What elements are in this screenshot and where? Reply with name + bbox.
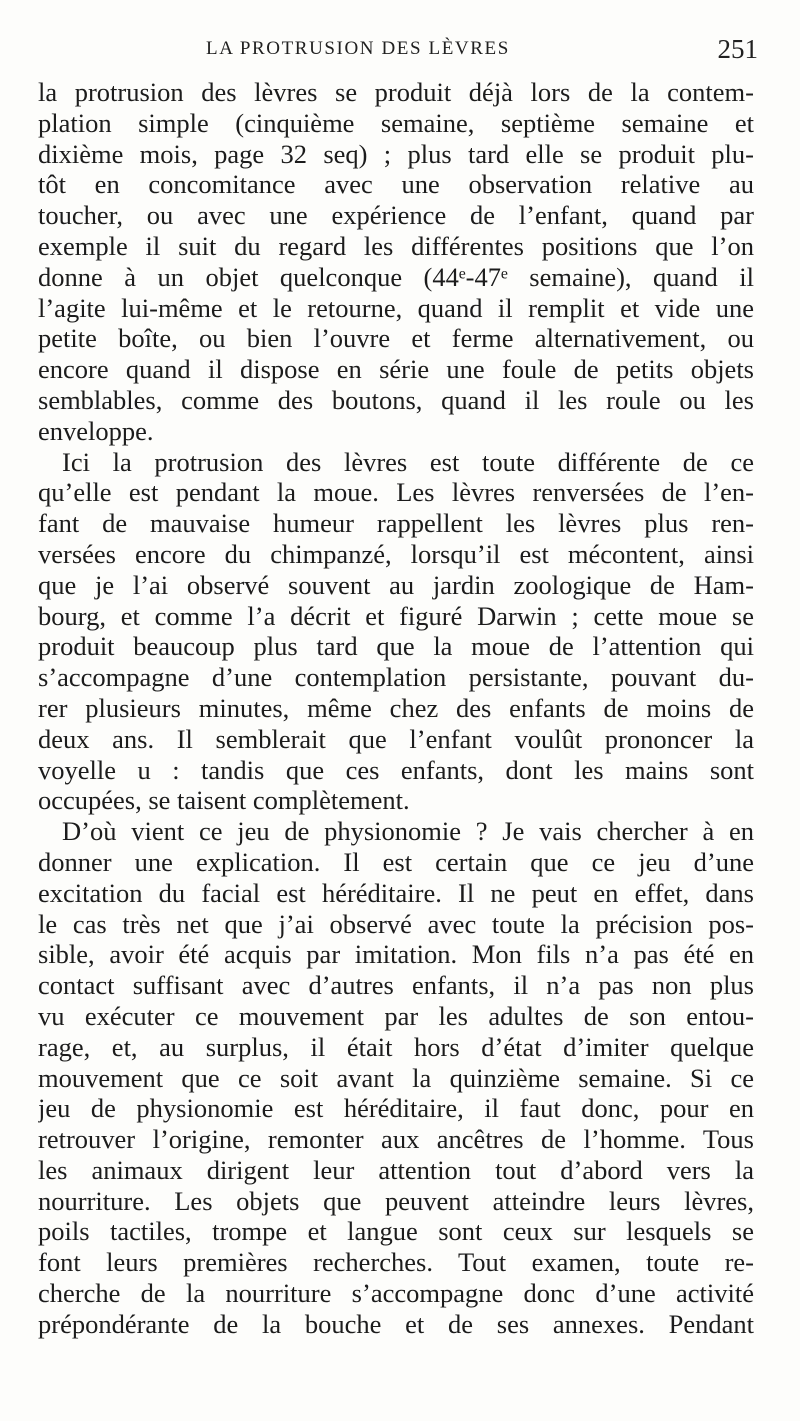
text-line: voyelle u : tandis que ces enfants, dont les mains sont: [38, 754, 754, 785]
text-line: poils tactiles, trompe et langue sont ceux sur lesquels se: [38, 1216, 754, 1247]
page-number: 251: [717, 34, 758, 64]
page-header: [46, 34, 760, 66]
text-line: s’accompagne d’une contemplation persistante, pouvant du-: [38, 662, 754, 693]
text-line: qu’elle est pendant la moue. Les lèvres renversées de l’en-: [38, 477, 754, 508]
text-line: que je l’ai observé souvent au jardin zoologique de Ham-: [38, 569, 754, 600]
text-line: D’où vient ce jeu de physionomie ? Je vais chercher à en: [62, 816, 754, 847]
text-line: versées encore du chimpanzé, lorsqu’il est mécontent, ainsi: [38, 538, 754, 569]
text-line: les animaux dirigent leur attention tout d’abord vers la: [38, 1154, 754, 1185]
text-line: le cas très net que j’ai observé avec toute la précision pos-: [38, 908, 754, 939]
text-line: toucher, ou avec une expérience de l’enfant, quand par: [38, 200, 754, 231]
text-line: enveloppe.: [38, 415, 154, 446]
text-line: nourriture. Les objets que peuvent atteindre leurs lèvres,: [38, 1185, 754, 1216]
text-line: fant de mauvaise humeur rappellent les lèvres plus ren-: [38, 508, 754, 539]
text-line: l’agite lui-même et le retourne, quand il remplit et vide une: [38, 292, 754, 323]
text-line: donne à un objet quelconque (44ᵉ-47ᵉ semaine), quand il: [38, 261, 754, 292]
paragraph-2: [38, 447, 754, 817]
text-line: contact suffisant avec d’autres enfants, il n’a pas non plus: [38, 970, 754, 1001]
text-line: plation simple (cinquième semaine, septième semaine et: [38, 107, 754, 138]
paragraph-3: [38, 816, 754, 1340]
text-line: jeu de physionomie est héréditaire, il faut donc, pour en: [38, 1093, 754, 1124]
text-line: deux ans. Il semblerait que l’enfant voulût prononcer la: [38, 723, 754, 754]
text-line: produit beaucoup plus tard que la moue de l’attention qui: [38, 631, 754, 662]
text-line: cherche de la nourriture s’accompagne donc d’une activité: [38, 1278, 754, 1309]
text-line: sible, avoir été acquis par imitation. Mon fils n’a pas été en: [38, 939, 754, 970]
text-line: excitation du facial est héréditaire. Il ne peut en effet, dans: [38, 877, 754, 908]
text-line: donner une explication. Il est certain que ce jeu d’une: [38, 846, 754, 877]
text-line: semblables, comme des boutons, quand il les roule ou les: [38, 384, 754, 415]
text-line: la protrusion des lèvres se produit déjà lors de la contem-: [38, 77, 754, 107]
text-line: tôt en concomitance avec une observation relative au: [38, 169, 754, 200]
text-line: rer plusieurs minutes, même chez des enfants de moins de: [38, 692, 754, 723]
text-line: rage, et, au surplus, il était hors d’état d’imiter quelque: [38, 1031, 754, 1062]
text-line: vu exécuter ce mouvement par les adultes de son entou-: [38, 1000, 754, 1031]
text-line: petite boîte, ou bien l’ouvre et ferme alternativement, ou: [38, 323, 754, 354]
running-title: LA PROTRUSION DES LÈVRES: [206, 38, 510, 59]
text-line: encore quand il dispose en série une foule de petits objets: [38, 354, 754, 385]
body-text: [38, 77, 754, 1340]
text-line: retrouver l’origine, remonter aux ancêtres de l’homme. Tous: [38, 1124, 754, 1155]
text-line: dixième mois, page 32 seq) ; plus tard elle se produit plu-: [38, 138, 754, 169]
text-line: prépondérante de la bouche et de ses annexes. Pendant: [38, 1308, 754, 1339]
text-line: font leurs premières recherches. Tout examen, toute re-: [38, 1247, 754, 1278]
text-line: mouvement que ce soit avant la quinzième semaine. Si ce: [38, 1062, 754, 1093]
text-line: Ici la protrusion des lèvres est toute différente de ce: [62, 446, 754, 477]
text-line: bourg, et comme l’a décrit et figuré Darwin ; cette moue se: [38, 600, 754, 631]
paragraph-1: [38, 77, 754, 447]
text-line: occupées, se taisent complètement.: [38, 785, 410, 816]
text-line: exemple il suit du regard les différentes positions que l’on: [38, 230, 754, 261]
